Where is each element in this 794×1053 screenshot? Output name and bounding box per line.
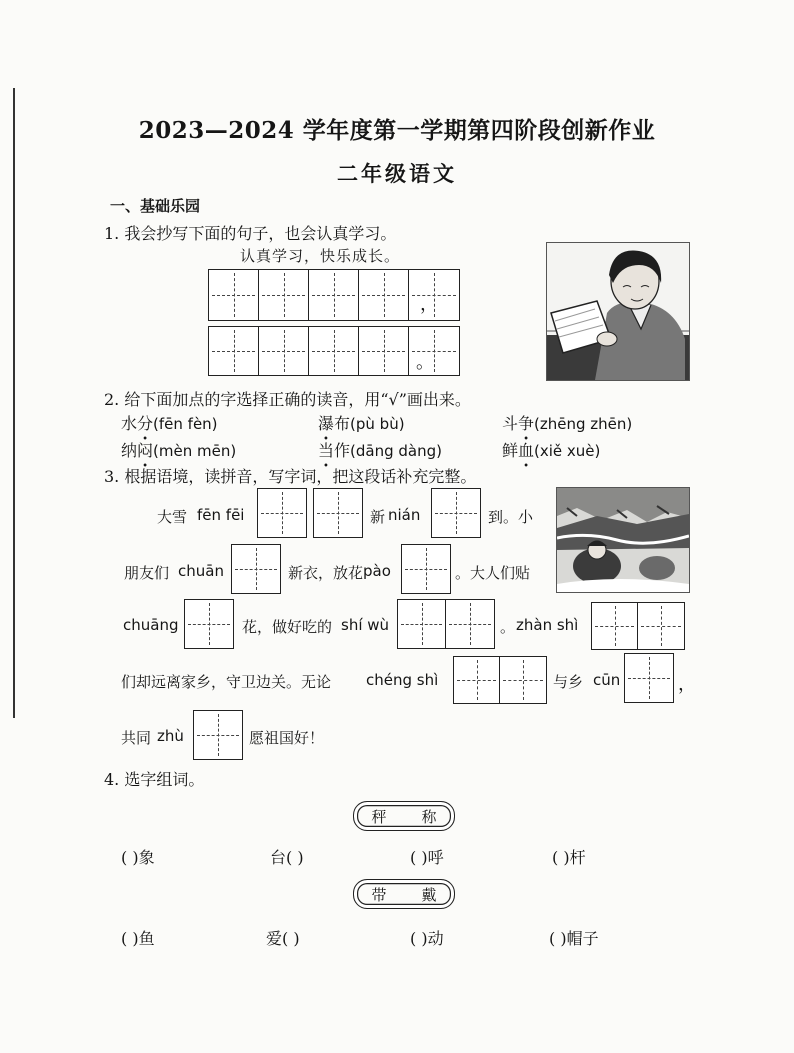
answer-grid-fenfei-2[interactable]	[313, 488, 363, 538]
answer-grid-fenfei-1[interactable]	[257, 488, 307, 538]
q3-line2-text-c: 。大人们贴	[455, 564, 531, 582]
word-blank-3[interactable]: ( )呼	[410, 848, 444, 867]
pron-item-3[interactable]: 斗争(zhēng zhēn)	[502, 414, 633, 433]
answer-grid-shiwu[interactable]	[397, 599, 495, 649]
q3-pinyin-chuan: chuān	[178, 562, 224, 580]
row-2-period: 。	[416, 352, 434, 373]
q3-line4-text-c: ，	[678, 674, 696, 695]
snow-scene-illustration	[556, 487, 690, 593]
reading-boy-illustration	[546, 242, 690, 381]
word-blank-4[interactable]: ( )杆	[552, 848, 586, 867]
question-1-prompt: 1. 我会抄写下面的句子，也会认真学习。	[104, 224, 397, 243]
question-3-prompt: 3. 根据语境，读拼音，写字词，把这段话补充完整。	[104, 467, 477, 486]
word-blank-8[interactable]: ( )帽子	[549, 929, 599, 948]
pron-item-6[interactable]: 鲜血(xiě xuè)	[502, 441, 601, 460]
q3-pinyin-chuang: chuāng	[123, 616, 179, 634]
word-blank-2[interactable]: 台( )	[270, 848, 304, 867]
question-2-prompt: 2. 给下面加点的字选择正确的读音，用“√”画出来。	[104, 390, 471, 409]
answer-grid-chuan[interactable]	[231, 544, 281, 594]
q3-pinyin-pao: pào	[363, 562, 391, 580]
q3-line3-text-a: 花，做好吃的	[242, 618, 333, 636]
q3-pinyin-nian: nián	[388, 506, 421, 524]
q3-line2-text-b: 新衣，放花	[288, 564, 364, 582]
answer-grid-pao[interactable]	[401, 544, 451, 594]
q3-line5-text-a: 共同	[121, 729, 152, 747]
pron-item-5[interactable]: 当作(dāng dàng)	[318, 441, 442, 460]
q3-pinyin-zhu: zhù	[157, 727, 184, 745]
answer-grid-zhu[interactable]	[193, 710, 243, 760]
copy-sentence: 认真学习，快乐成长。	[240, 247, 401, 265]
question-4-prompt: 4. 选字组词。	[104, 770, 205, 789]
page-subtitle: 二年级语文	[337, 161, 457, 186]
page-title: 2023—2024 学年度第一学期第四阶段创新作业	[138, 117, 656, 144]
pron-item-4[interactable]: 纳闷(mèn mēn)	[121, 441, 237, 460]
pron-item-1[interactable]: 水分(fēn fèn)	[121, 414, 218, 433]
row-1-comma: ，	[420, 294, 438, 315]
pron-item-2[interactable]: 瀑布(pù bù)	[318, 414, 405, 433]
q3-line4-text-a: 们却远离家乡，守卫边关。无论	[121, 673, 332, 691]
q3-line4-text-b: 与乡	[553, 673, 584, 691]
q3-pinyin-chengshi: chéng shì	[366, 671, 439, 689]
answer-grid-chuang[interactable]	[184, 599, 234, 649]
answer-grid-cun[interactable]	[624, 653, 674, 703]
word-blank-6[interactable]: 爱( )	[266, 929, 300, 948]
word-blank-7[interactable]: ( )动	[410, 929, 444, 948]
q3-line5-text-b: 愿祖国好！	[249, 729, 325, 747]
q3-pinyin-fenfei: fēn fēi	[197, 506, 245, 524]
answer-grid-nian[interactable]	[431, 488, 481, 538]
word-blank-5[interactable]: ( )鱼	[121, 929, 155, 948]
choice-box-dai: 带 戴	[353, 879, 455, 909]
q3-line1-text-a: 大雪	[157, 508, 188, 526]
word-blank-1[interactable]: ( )象	[121, 848, 155, 867]
q3-line3-text-b: 。	[500, 618, 516, 636]
q3-pinyin-cun: cūn	[593, 671, 621, 689]
q3-pinyin-zhanshi: zhàn shì	[516, 616, 579, 634]
q3-pinyin-shiwu: shí wù	[341, 616, 390, 634]
q3-line2-text-a: 朋友们	[124, 564, 170, 582]
choice-box-cheng: 秤 称	[353, 801, 455, 831]
answer-grid-chengshi[interactable]	[453, 656, 547, 704]
q3-line1-text-c: 到。小	[488, 508, 534, 526]
answer-grid-zhanshi[interactable]	[591, 602, 685, 650]
q3-line1-text-b: 新	[370, 508, 386, 526]
section-heading: 一、基础乐园	[110, 197, 201, 215]
